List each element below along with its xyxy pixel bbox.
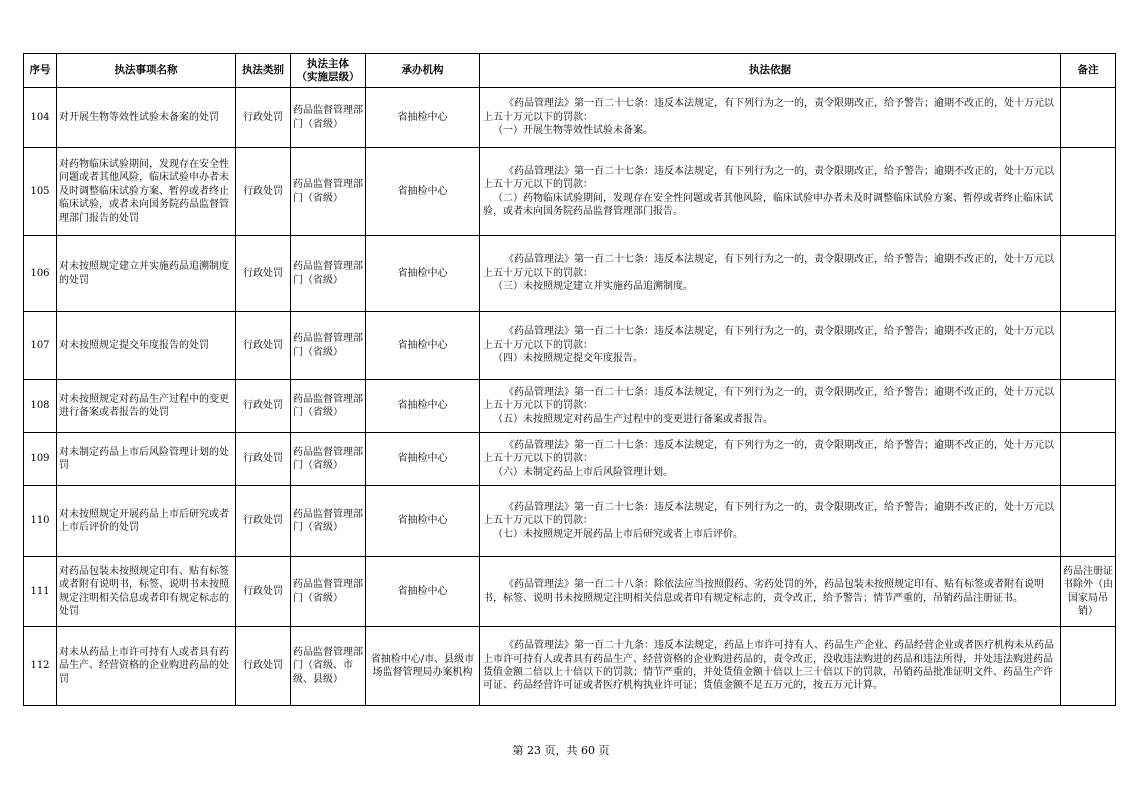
row-subject: 药品监督管理部门（省级） [291,380,366,433]
row-org: 省抽检中心 [366,88,480,148]
row-name: 对未按照规定建立并实施药品追溯制度的处罚 [57,236,236,312]
row-type: 行政处罚 [236,627,291,706]
header-subject-line1: 执法主体 [307,57,349,70]
row-note [1061,486,1116,557]
row-name: 对开展生物等效性试验未备案的处罚 [57,88,236,148]
row-type: 行政处罚 [236,88,291,148]
row-org: 省抽检中心 [366,433,480,486]
table-row [24,88,1116,148]
row-type: 行政处罚 [236,486,291,557]
row-subject: 药品监督管理部门（省级） [291,433,366,486]
row-name: 对未从药品上市许可持有人或者具有药品生产、经营资格的企业购进药品的处罚 [57,627,236,706]
row-note [1061,627,1116,706]
row-type: 行政处罚 [236,312,291,380]
row-seq: 105 [24,148,57,236]
row-subject: 药品监督管理部门（省级） [291,88,366,148]
row-basis [480,88,1061,148]
row-note [1061,148,1116,236]
row-seq: 109 [24,433,57,486]
row-name: 对未按照规定提交年度报告的处罚 [57,312,236,380]
basis-item: （六）未制定药品上市后风险管理计划。 [493,466,673,478]
header-subject-line2: （实施层级） [296,70,360,83]
table-row [24,380,1116,433]
basis-main: 《药品管理法》第一百二十七条：违反本法规定，有下列行为之一的，责令限期改正，给予警告；逾期不改正的，处十万元以上五十万元以下的罚款： [483,501,1054,527]
header-type: 执法类别 [236,54,291,88]
table-row [24,627,1116,706]
row-basis [480,380,1061,433]
page-number: 第 23 页，共 60 页 [512,744,610,757]
row-subject: 药品监督管理部门（省级） [291,312,366,380]
row-seq: 104 [24,88,57,148]
basis-main: 《药品管理法》第一百二十七条：违反本法规定，有下列行为之一的，责令限期改正，给予警告；逾期不改正的，处十万元以上五十万元以下的罚款： [483,386,1054,412]
row-org: 省抽检中心 [366,148,480,236]
header-subject [291,54,366,88]
row-org: 省抽检中心 [366,236,480,312]
row-seq: 111 [24,557,57,627]
row-basis [480,486,1061,557]
row-basis [480,627,1061,706]
header-note: 备注 [1061,54,1116,88]
row-basis [480,148,1061,236]
row-name: 对药品包装未按照规定印有、贴有标签或者附有说明书，标签、说明书未按照规定注明相关信息或者印有规定标志的处罚 [57,557,236,627]
row-subject: 药品监督管理部门（省级、市级、县级） [291,627,366,706]
basis-main: 《药品管理法》第一百二十七条：违反本法规定，有下列行为之一的，责令限期改正，给予警告；逾期不改正的，处十万元以上五十万元以下的罚款： [483,326,1054,351]
row-seq: 110 [24,486,57,557]
row-name: 对未按照规定开展药品上市后研究或者上市后评价的处罚 [57,486,236,557]
row-note: 药品注册证书除外（由国家局吊销） [1061,557,1116,627]
row-type: 行政处罚 [236,557,291,627]
basis-item: （一）开展生物等效性试验未备案。 [493,125,653,137]
basis-main: 《药品管理法》第一百二十七条：违反本法规定，有下列行为之一的，责令限期改正，给予警告；逾期不改正的，处十万元以上五十万元以下的罚款： [483,254,1054,279]
row-org: 省抽检中心 [366,312,480,380]
table-row [24,433,1116,486]
basis-item: （三）未按照规定建立并实施药品追溯制度。 [493,281,693,293]
table-row [24,557,1116,627]
row-note [1061,88,1116,148]
row-name: 对药物临床试验期间，发现存在安全性问题或者其他风险，临床试验申办者未及时调整临床试验方案、暂停或者终止临床试验，或者未向国务院药品监督管理部门报告的处罚 [57,148,236,236]
row-basis [480,236,1061,312]
table-row [24,312,1116,380]
header-org: 承办机构 [366,54,480,88]
row-basis [480,557,1061,627]
basis-item: （七）未按照规定开展药品上市后研究或者上市后评价。 [493,528,743,540]
row-seq: 108 [24,380,57,433]
row-type: 行政处罚 [236,236,291,312]
row-type: 行政处罚 [236,148,291,236]
row-basis [480,312,1061,380]
header-name: 执法事项名称 [57,54,236,88]
header-seq: 序号 [24,54,57,88]
table-row [24,236,1116,312]
header-row [24,54,1116,88]
basis-item: （四）未按照规定提交年度报告。 [493,353,643,365]
row-name: 对未按照规定对药品生产过程中的变更进行备案或者报告的处罚 [57,380,236,433]
header-basis: 执法依据 [480,54,1061,88]
row-note [1061,433,1116,486]
row-seq: 107 [24,312,57,380]
row-type: 行政处罚 [236,380,291,433]
basis-main: 《药品管理法》第一百二十九条：违反本法规定，药品上市许可持有人、药品生产企业、药品经营企业或者医疗机构未从药品上市许可持有人或者具有药品生产、经营资格的企业购进药品的，责令改正，没收违法购进的药品和违法所得，并处违法购进药品货值金额二倍以上十倍以下的罚款；情节严重的，并处货值金额十倍以上三十倍以下的罚款，吊销药品批准证明文件、药品生产许可证、药品经营许可证或者医疗机构执业许可证；货值金额不足五万元的，按五万元计算。 [483,640,1054,692]
row-subject: 药品监督管理部门（省级） [291,148,366,236]
row-org: 省抽检中心 [366,557,480,627]
basis-main: 《药品管理法》第一百二十七条：违反本法规定，有下列行为之一的，责令限期改正，给予警告；逾期不改正的，处十万元以上五十万元以下的罚款： [483,98,1054,123]
row-note [1061,236,1116,312]
basis-main: 《药品管理法》第一百二十七条：违反本法规定，有下列行为之一的，责令限期改正，给予警告；逾期不改正的，处十万元以上五十万元以下的罚款： [483,165,1054,191]
basis-item: （二）药物临床试验期间，发现存在安全性问题或者其他风险，临床试验申办者未及时调整临床试验方案、暂停或者终止临床试验，或者未向国务院药品监督管理部门报告。 [483,192,1053,217]
row-seq: 112 [24,627,57,706]
basis-main: 《药品管理法》第一百二十七条：违反本法规定，有下列行为之一的，责令限期改正，给予警告；逾期不改正的，处十万元以上五十万元以下的罚款： [483,439,1054,465]
basis-item: （五）未按照规定对药品生产过程中的变更进行备案或者报告。 [493,413,773,425]
row-org: 省抽检中心 [366,486,480,557]
row-basis [480,433,1061,486]
row-note [1061,312,1116,380]
row-type: 行政处罚 [236,433,291,486]
row-org: 省抽检中心 [366,380,480,433]
table-row [24,486,1116,557]
table-row [24,148,1116,236]
row-org: 省抽检中心/市、县级市场监督管理局办案机构 [366,627,480,706]
basis-main: 《药品管理法》第一百二十八条：除依法应当按照假药、劣药处罚的外，药品包装未按照规定印有、贴有标签或者附有说明书，标签、说明书未按照规定注明相关信息或者印有规定标志的，责令改正，给予警告；情节严重的，吊销药品注册证书。 [483,579,1044,604]
row-note [1061,380,1116,433]
row-seq: 106 [24,236,57,312]
row-subject: 药品监督管理部门（省级） [291,486,366,557]
enforcement-table [23,53,1116,706]
row-subject: 药品监督管理部门（省级） [291,557,366,627]
row-name: 对未制定药品上市后风险管理计划的处罚 [57,433,236,486]
row-subject: 药品监督管理部门（省级） [291,236,366,312]
